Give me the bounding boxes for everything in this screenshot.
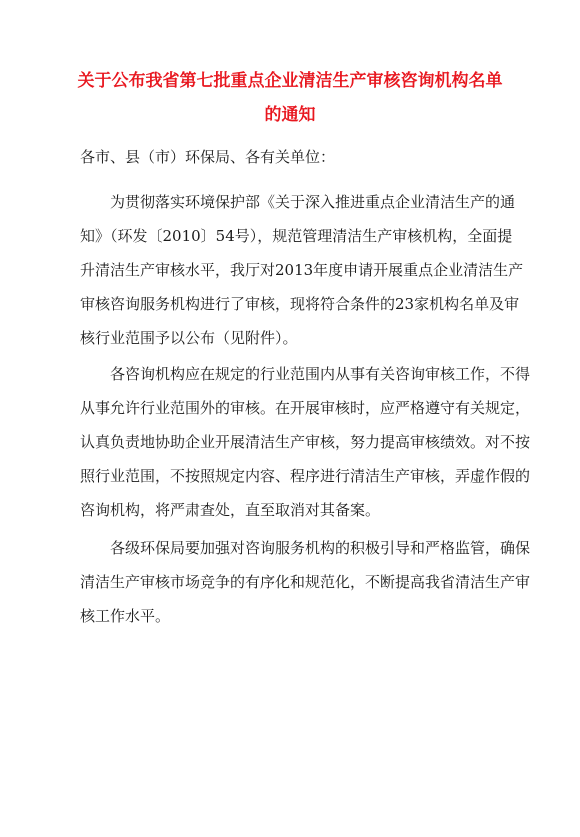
paragraph-line: 为贯彻落实环境保护部《关于深入推进重点企业清洁生产的通 xyxy=(110,193,516,211)
paragraph-line: 清洁生产审核市场竞争的有序化和规范化，不断提高我省清洁生产审 xyxy=(80,573,531,591)
salutation: 各市、县（市）环保局、各有关单位： xyxy=(80,148,336,166)
paragraph-line: 升清洁生产审核水平，我厅对2013年度申请开展重点企业清洁生产 xyxy=(80,261,524,279)
paragraph-2 xyxy=(80,357,531,527)
paragraph-3 xyxy=(80,531,531,633)
paragraph-line: 核行业范围予以公布（见附件）。 xyxy=(80,329,298,347)
paragraph-line: 各级环保局要加强对咨询服务机构的积极引导和严格监管，确保 xyxy=(110,539,531,557)
paragraph-line: 咨询机构，将严肃查处，直至取消对其备案。 xyxy=(80,501,381,519)
document-title-line-2: 的通知 xyxy=(264,105,316,125)
paragraph-line: 知》（环发〔2010〕54号），规范管理清洁生产审核机构，全面提 xyxy=(80,227,513,245)
paragraph-line: 认真负责地协助企业开展清洁生产审核，努力提高审核绩效。对不按 xyxy=(80,433,531,451)
paragraph-line: 核工作水平。 xyxy=(80,607,171,625)
paragraph-1 xyxy=(80,185,524,355)
document-title-line-1: 关于公布我省第七批重点企业清洁生产审核咨询机构名单 xyxy=(77,71,503,91)
paragraph-line: 从事允许行业范围外的审核。在开展审核时，应严格遵守有关规定， xyxy=(80,399,531,417)
paragraph-line: 照行业范围，不按照规定内容、程序进行清洁生产审核，弄虚作假的 xyxy=(80,467,531,485)
paragraph-line: 审核咨询服务机构进行了审核，现将符合条件的23家机构名单及审 xyxy=(80,295,520,313)
paragraph-line: 各咨询机构应在规定的行业范围内从事有关咨询审核工作，不得 xyxy=(110,365,531,383)
